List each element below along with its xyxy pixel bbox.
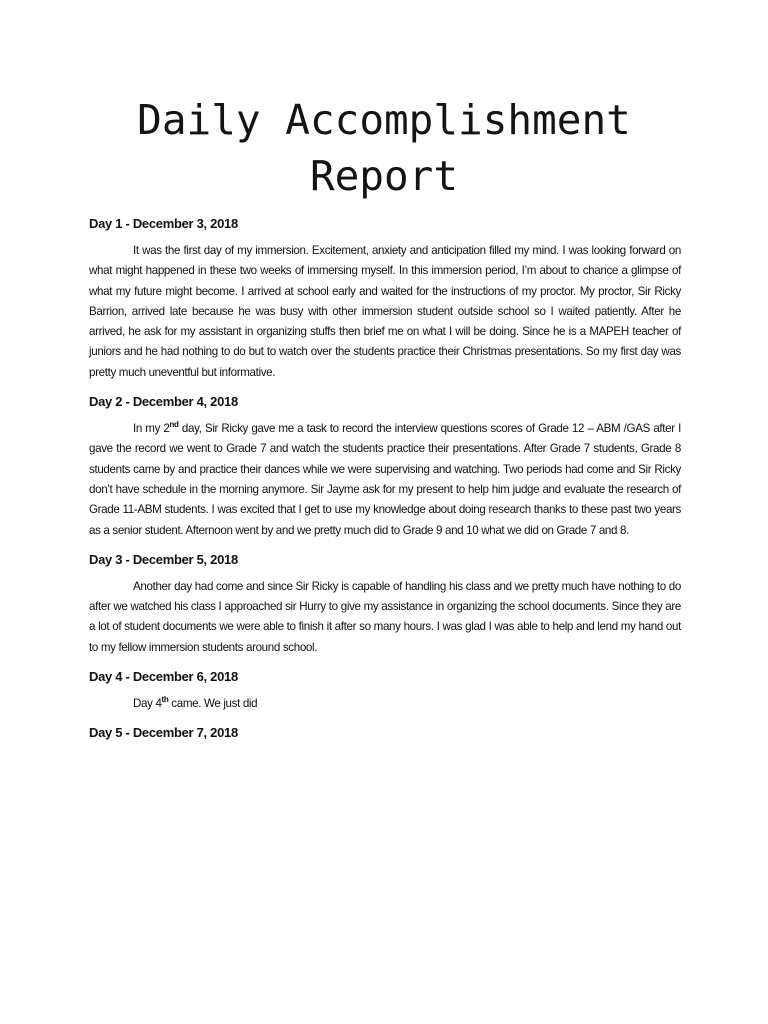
day-2-text-start: In my 2 [133,422,170,436]
day-3-paragraph: Another day had come and since Sir Ricky is capable of handling his class and we pretty much have nothing to do after we watched his class I approached sir Hurry to give my assistance in organizing the school documents. Since they are a lot of student documents we were able to finish it after so many hours. I was glad I was able to help and lend my hand out to my fellow immersion students around school. [89,579,681,654]
day-4-ordinal-suffix: th [161,695,169,705]
day-4-paragraph [89,694,681,714]
day-3-heading: Day 3 - December 5, 2018 [89,551,238,567]
day-1-heading: Day 1 - December 3, 2018 [89,216,238,231]
day-2-ordinal-suffix: nd [169,420,179,430]
day-2-paragraph [89,419,681,541]
day-1-paragraph: It was the first day of my immersion. Excitement, anxiety and anticipation filled my mind. I was looking forward on what might happened in these two weeks of immersing myself. In this immersion period, I’m about to chance a glimpse of what my future might become. I arrived at school early and waited for the instructions of my proctor. My proctor, Sir Ricky Barrion, arrived late because he was busy with other immersion student outside school so I waited patiently. After he arrived, he ask for my assistant in organizing stuffs then brief me on what I will be doing. Since he is a MAPEH teacher of juniors and he had nothing to do but to watch over the students practice their Christmas presentations. So my first day was pretty much uneventful but informative. [89,244,681,379]
day-5-heading: Day 5 - December 7, 2018 [89,725,238,741]
day-2-text-rest: day, Sir Ricky gave me a task to record the interview questions scores of Grade 12 – ABM /GAS after I gave the record we went to Grade 7 and watch the students practice their presentations. After Grade 7 students, Grade 8 students came by and practice their dances while we were supervising and watching. Two periods had come and Sir Ricky don’t have schedule in the morning anymore. Sir Jayme ask for my present to help him judge and evaluate the research of Grade 11-ABM students. I was excited that I get to use my knowledge about doing research thanks to these past two years as a senior student. Afternoon went by and we pretty much did to Grade 9 and 10 what we did on Grade 7 and 8. [89,422,681,537]
day-4-heading: Day 4 - December 6, 2018 [89,669,238,685]
report-title [0,92,768,204]
day-4-text-start: Day 4 [133,697,162,711]
report-body [89,212,681,745]
report-title-line-2: Report [309,152,459,200]
report-title-line-1: Daily Accomplishment [137,96,631,144]
day-2-heading: Day 2 - December 4, 2018 [89,394,238,410]
day-4-text-rest: came. We just did [168,697,258,711]
